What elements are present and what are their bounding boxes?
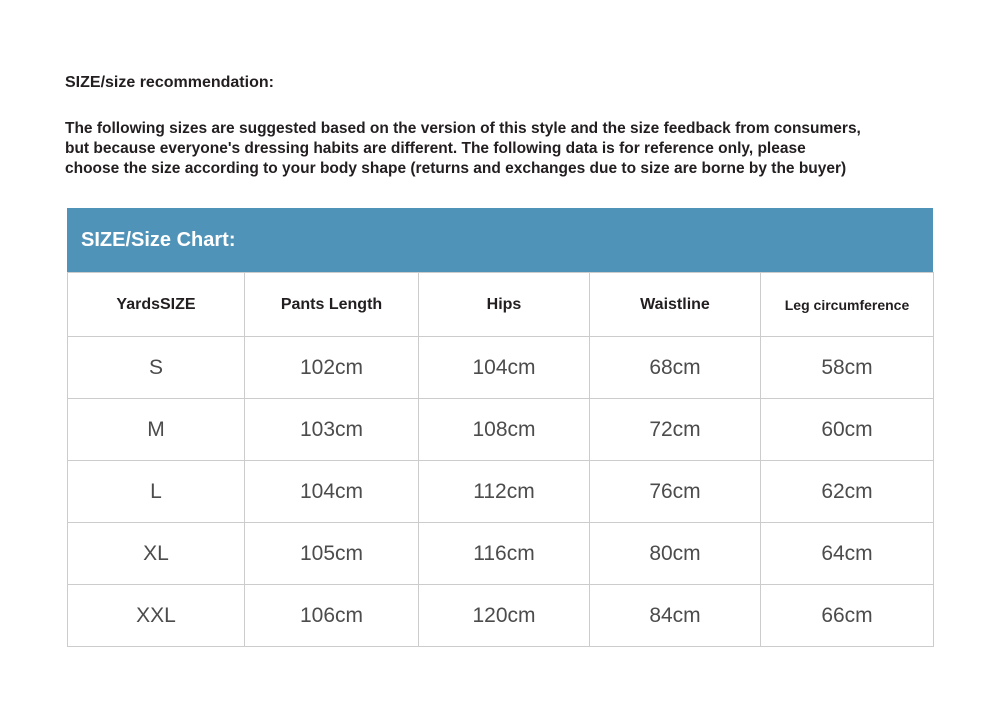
cell-waistline: 84cm [590, 585, 761, 647]
cell-pants-length: 102cm [245, 337, 419, 399]
recommendation-line-1: The following sizes are suggested based on the version of this style and the size feedback from consumers, [65, 120, 861, 137]
recommendation-line-2: but because everyone's dressing habits are different. The following data is for reference only, please [65, 140, 806, 157]
cell-hips: 116cm [419, 523, 590, 585]
cell-pants-length: 106cm [245, 585, 419, 647]
cell-waistline: 76cm [590, 461, 761, 523]
recommendation-line-3: choose the size according to your body shape (returns and exchanges due to size are borne by the buyer) [65, 160, 847, 177]
size-chart-title: SIZE/Size Chart: [81, 228, 236, 251]
column-header-pants-length: Pants Length [245, 273, 419, 337]
cell-size: XL [68, 523, 245, 585]
cell-hips: 108cm [419, 399, 590, 461]
size-chart-header-bar [67, 208, 933, 272]
column-header-leg-circumference: Leg circumference [761, 273, 934, 337]
cell-waistline: 80cm [590, 523, 761, 585]
cell-size: XXL [68, 585, 245, 647]
cell-leg-circumference: 60cm [761, 399, 934, 461]
column-header-waistline: Waistline [590, 273, 761, 337]
table-row [68, 461, 934, 523]
recommendation-text [65, 119, 861, 179]
cell-leg-circumference: 62cm [761, 461, 934, 523]
cell-waistline: 68cm [590, 337, 761, 399]
table-row [68, 399, 934, 461]
table-row [68, 585, 934, 647]
recommendation-title: SIZE/size recommendation: [65, 74, 274, 91]
cell-size: L [68, 461, 245, 523]
cell-waistline: 72cm [590, 399, 761, 461]
cell-pants-length: 104cm [245, 461, 419, 523]
cell-pants-length: 105cm [245, 523, 419, 585]
cell-hips: 104cm [419, 337, 590, 399]
cell-hips: 120cm [419, 585, 590, 647]
cell-pants-length: 103cm [245, 399, 419, 461]
cell-size: S [68, 337, 245, 399]
column-header-hips: Hips [419, 273, 590, 337]
size-chart-table [67, 272, 934, 647]
table-header-row [68, 273, 934, 337]
table-row [68, 337, 934, 399]
table-row [68, 523, 934, 585]
cell-hips: 112cm [419, 461, 590, 523]
cell-leg-circumference: 66cm [761, 585, 934, 647]
cell-leg-circumference: 58cm [761, 337, 934, 399]
cell-leg-circumference: 64cm [761, 523, 934, 585]
cell-size: M [68, 399, 245, 461]
column-header-size: YardsSIZE [68, 273, 245, 337]
